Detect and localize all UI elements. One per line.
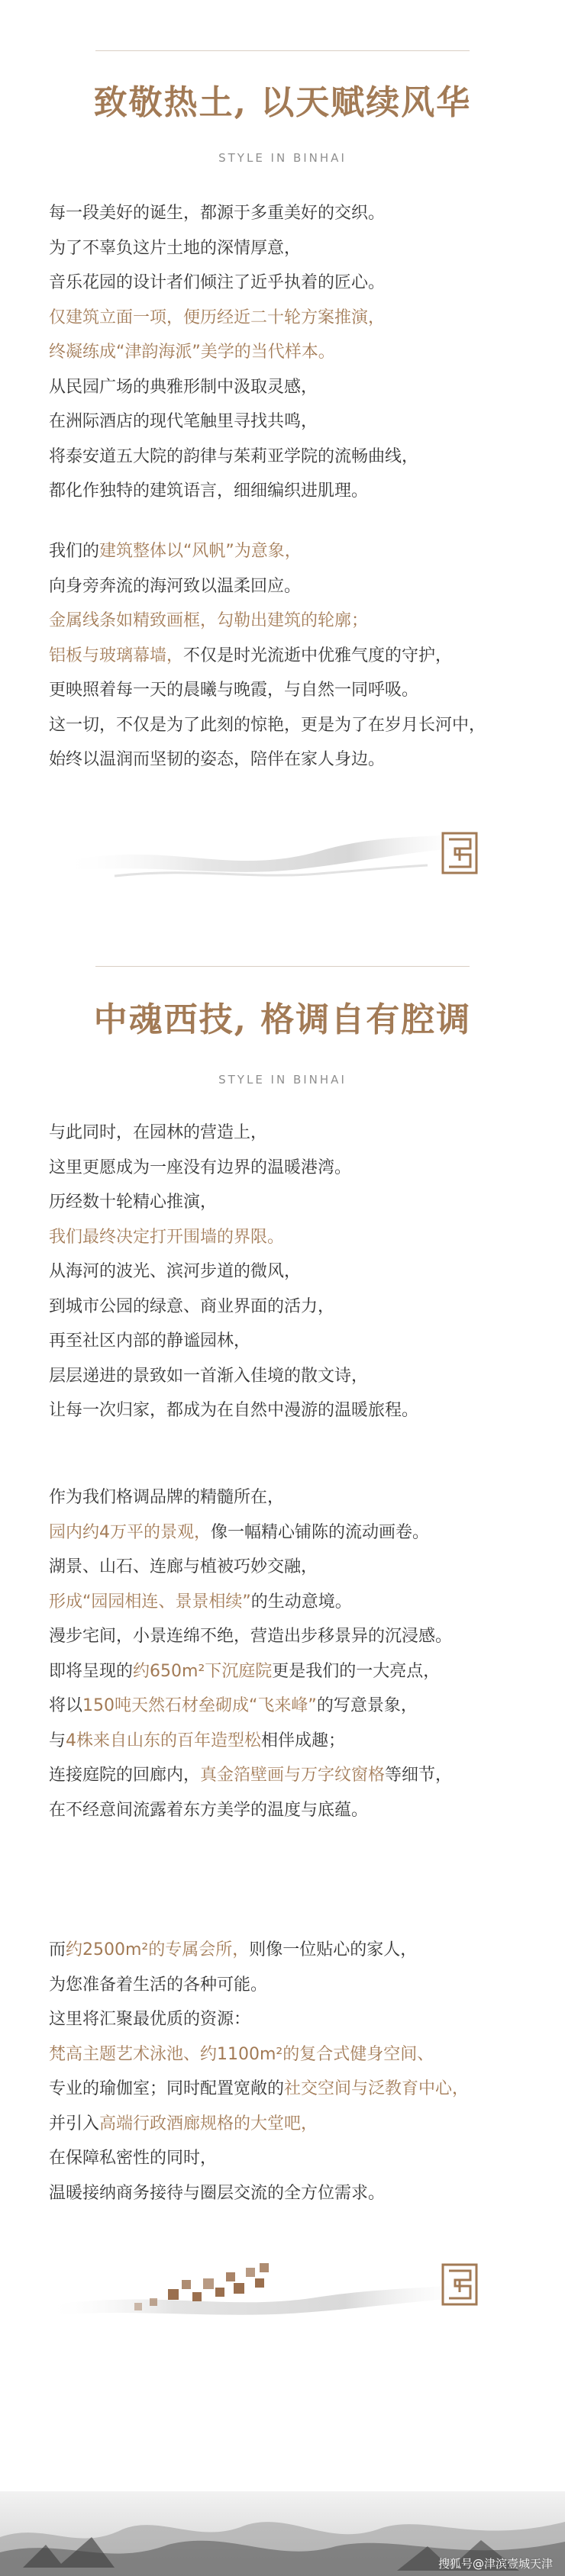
seal-stamp-icon <box>441 832 478 874</box>
body-text: 而 <box>49 1940 66 1959</box>
text-line <box>49 370 522 405</box>
body-text: 像一幅精心铺陈的流动画卷。 <box>211 1522 430 1542</box>
body-text: 更映照着每一天的晨曦与晚霞，与自然一同呼吸。 <box>49 681 419 700</box>
body-text: 将泰安道五大院的韵律与茱莉亚学院的流畅曲线， <box>49 446 419 466</box>
highlighted-text: 终凝练成“津韵海派”美学的当代样本。 <box>49 343 335 362</box>
text-line <box>49 1151 522 1186</box>
body-text: 我们的 <box>49 542 100 561</box>
text-line <box>49 742 522 778</box>
body-text: 向身旁奔流的海河致以温柔回应。 <box>49 576 302 596</box>
body-text: 为了不辜负这片土地的深情厚意， <box>49 238 302 258</box>
footer-photo-strip <box>0 2491 565 2576</box>
text-line <box>49 569 522 604</box>
highlighted-text: 150吨天然石材垒砌成“飞来峰” <box>82 1696 317 1715</box>
text-line <box>49 1619 522 1654</box>
body-text: 即将呈现的 <box>49 1661 134 1681</box>
highlighted-text: 建筑整体以“风帆”为意象， <box>99 542 302 561</box>
text-line <box>49 1290 522 1325</box>
text-line <box>49 1724 522 1759</box>
body-text: 在保障私密性的同时， <box>49 2149 218 2168</box>
text-line <box>49 1393 522 1428</box>
text-line <box>49 673 522 708</box>
highlighted-text: 梵高主题艺术泳池、约1100m²的复合式健身空间、 <box>49 2044 434 2064</box>
body-text: 相伴成趣； <box>261 1731 346 1750</box>
body-text: 每一段美好的诞生，都源于多重美好的交织。 <box>49 204 386 223</box>
body-text: 将以 <box>49 1696 83 1715</box>
text-line <box>49 196 522 231</box>
text-line <box>49 604 522 639</box>
text-line <box>49 1185 522 1220</box>
text-line <box>49 1220 522 1255</box>
body-text: 这一切，不仅是为了此刻的惊艳，更是为了在岁月长河中， <box>49 715 486 735</box>
text-line <box>49 1254 522 1290</box>
text-line <box>49 404 522 440</box>
body-text: 在不经意间流露着东方美学的温度与底蕴。 <box>49 1800 369 1820</box>
text-line <box>49 1689 522 1724</box>
body-text: 等细节， <box>385 1766 453 1785</box>
text-line <box>49 1933 522 1968</box>
body-text: 这里更愿成为一座没有边界的温暖港湾。 <box>49 1158 352 1177</box>
body-text: 都化作独特的建筑语言，细细编织进肌理。 <box>49 481 369 501</box>
highlighted-text: 铝板与玻璃幕墙， <box>49 646 184 665</box>
text-line <box>49 231 522 266</box>
body-text: 始终以温润而坚韧的姿态，陪伴在家人身边。 <box>49 750 386 769</box>
text-line <box>49 266 522 301</box>
body-text: 不仅是时光流逝中优雅气度的守护， <box>183 646 453 665</box>
text-line <box>49 1359 522 1394</box>
body-text: 连接庭院的回廊内， <box>49 1766 201 1785</box>
section-2-paragraph-1 <box>49 1116 522 1428</box>
seal-stamp-icon-2 <box>441 2263 478 2306</box>
text-line <box>49 1515 522 1550</box>
body-text: 这里将汇聚最优质的资源： <box>49 2010 251 2029</box>
section-2-subtitle: STYLE IN BINHAI <box>218 1073 347 1087</box>
text-line <box>49 1654 522 1689</box>
body-text: 专业的瑜伽室；同时配置宽敞的 <box>49 2079 285 2098</box>
highlighted-text: 形成“园园相连、景景相续” <box>49 1592 251 1612</box>
text-line <box>49 1585 522 1620</box>
body-text: 作为我们格调品牌的精髓所在， <box>49 1488 285 1507</box>
highlighted-text: 4株来自山东的百年造型松 <box>66 1731 262 1750</box>
body-text: 历经数十轮精心推演， <box>49 1193 218 1212</box>
highlighted-text: 真金箔壁画与万字纹窗格 <box>200 1766 386 1785</box>
section-2-divider-line <box>95 966 470 967</box>
body-text: 并引入 <box>49 2114 100 2133</box>
top-divider-line <box>95 50 470 51</box>
text-line <box>49 2072 522 2107</box>
body-text: 漫步宅间，小景连绵不绝，营造出步移景异的沉浸感。 <box>49 1627 453 1646</box>
body-text: 从民园广场的典雅形制中汲取灵感， <box>49 377 318 397</box>
text-line <box>49 1793 522 1828</box>
body-text: 音乐花园的设计者们倾注了近乎执着的匠心。 <box>49 273 386 292</box>
section-1-title: 致敬热土, 以天赋续风华 <box>93 83 472 122</box>
highlighted-text: 约2500m²的专属会所， <box>66 1940 250 1959</box>
text-line <box>49 2107 522 2142</box>
body-text: 的写意景象， <box>316 1696 418 1715</box>
decorative-wave-squares-graphic <box>0 2236 565 2327</box>
text-line <box>49 534 522 569</box>
section-1-paragraph-1 <box>49 196 522 509</box>
text-line <box>49 1324 522 1359</box>
body-text: 为您准备着生活的各种可能。 <box>49 1975 268 1995</box>
body-text: 层层递进的景致如一首渐入佳境的散文诗， <box>49 1366 369 1386</box>
body-text: 与此同时，在园林的营造上， <box>49 1123 268 1142</box>
text-line <box>49 2002 522 2037</box>
text-line <box>49 708 522 743</box>
text-line <box>49 2141 522 2176</box>
highlighted-text: 我们最终决定打开围墙的界限。 <box>49 1227 285 1247</box>
text-line <box>49 639 522 674</box>
text-line <box>49 1116 522 1151</box>
section-2-paragraph-3 <box>49 1933 522 2211</box>
highlighted-text: 园内约4万平的景观， <box>49 1522 211 1542</box>
body-text: 的生动意境。 <box>250 1592 352 1612</box>
body-text: 湖景、山石、连廊与植被巧妙交融， <box>49 1557 318 1576</box>
body-text: 让每一次归家，都成为在自然中漫游的温暖旅程。 <box>49 1401 419 1420</box>
body-text: 从海河的波光、滨河步道的微风， <box>49 1262 302 1281</box>
section-2-paragraph-2 <box>49 1480 522 1827</box>
text-line <box>49 1968 522 2003</box>
text-line <box>49 2037 522 2072</box>
body-text: 到城市公园的绿意、商业界面的活力， <box>49 1296 335 1316</box>
highlighted-text: 约650m²下沉庭院 <box>133 1661 273 1681</box>
text-line <box>49 1480 522 1515</box>
text-line <box>49 301 522 336</box>
section-1-paragraph-2 <box>49 534 522 778</box>
section-2-title: 中魂西技, 格调自有腔调 <box>93 1000 472 1039</box>
highlighted-text: 仅建筑立面一项，便历经近二十轮方案推演， <box>49 308 386 327</box>
highlighted-text: 社交空间与泛教育中心， <box>284 2079 470 2098</box>
body-text: 在洲际酒店的现代笔触里寻找共鸣， <box>49 412 318 431</box>
text-line <box>49 1758 522 1793</box>
body-text: 再至社区内部的静谧园林， <box>49 1331 251 1351</box>
highlighted-text: 高端行政酒廊规格的大堂吧， <box>99 2114 318 2133</box>
decorative-wave-graphic <box>0 809 565 893</box>
text-line <box>49 474 522 509</box>
body-text: 更是我们的一大亮点， <box>272 1661 441 1681</box>
body-text: 温暖接纳商务接待与圈层交流的全方位需求。 <box>49 2183 386 2203</box>
footer-watermark-text: 搜狐号@津滨壹城天津 <box>437 2557 553 2571</box>
text-line <box>49 1550 522 1585</box>
highlighted-text: 金属线条如精致画框，勾勒出建筑的轮廓； <box>49 611 369 630</box>
body-text: 与 <box>49 1731 66 1750</box>
text-line <box>49 335 522 370</box>
section-1-subtitle: STYLE IN BINHAI <box>218 151 347 165</box>
text-line <box>49 440 522 475</box>
text-line <box>49 2176 522 2211</box>
body-text: 则像一位贴心的家人， <box>249 1940 418 1959</box>
